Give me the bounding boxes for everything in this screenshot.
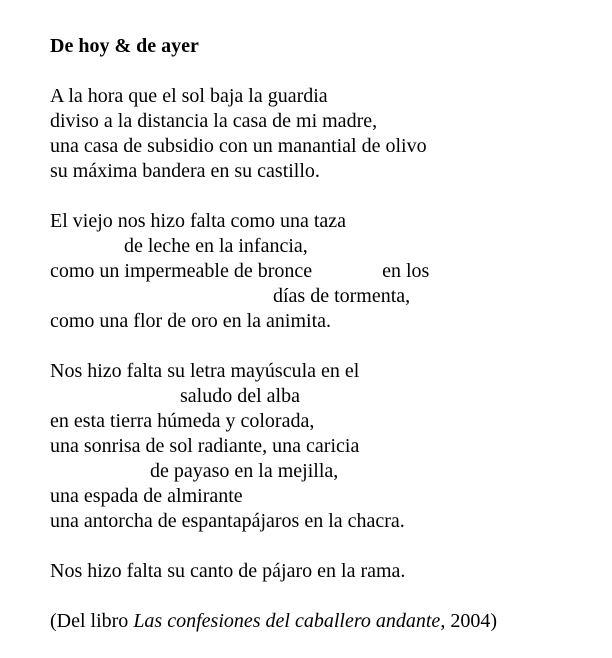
poem-line: una casa de subsidio con un manantial de olivo	[50, 135, 427, 157]
poem-line-with-gap	[50, 259, 582, 284]
poem-line: su máxima bandera en su castillo.	[50, 160, 320, 182]
poem-line-indented: saludo del alba	[180, 385, 300, 407]
stanza-2	[50, 209, 582, 334]
poem-line-indented: días de tormenta,	[273, 285, 411, 307]
stanza-4	[50, 559, 582, 584]
poem-line-segment: como un impermeable de bronce	[50, 260, 313, 282]
poem-line-segment: en los	[382, 260, 430, 282]
source-prefix: (Del libro	[50, 610, 134, 632]
stanza-break	[50, 334, 582, 359]
poem-line: A la hora que el sol baja la guardia	[50, 85, 328, 107]
poem-line-indented: de leche en la infancia,	[124, 235, 308, 257]
poem-line: El viejo nos hizo falta como una taza	[50, 210, 347, 232]
poem-line: una antorcha de espantapájaros en la chacra.	[50, 510, 405, 532]
stanza-break	[50, 584, 582, 609]
poem-title: De hoy & de ayer	[50, 35, 199, 57]
poem-line: diviso a la distancia la casa de mi madre,	[50, 110, 378, 132]
source-line	[50, 609, 582, 634]
poem-line: en esta tierra húmeda y colorada,	[50, 410, 315, 432]
stanza-break	[50, 534, 582, 559]
stanza-break	[50, 184, 582, 209]
poem-line: Nos hizo falta su canto de pájaro en la rama.	[50, 560, 406, 582]
stanza-break	[50, 59, 582, 84]
stanza-1	[50, 84, 582, 184]
poem-line-indented: de payaso en la mejilla,	[150, 460, 339, 482]
poem-line: Nos hizo falta su letra mayúscula en el	[50, 360, 360, 382]
poem-line: una espada de almirante	[50, 485, 243, 507]
poem-line: como una flor de oro en la animita.	[50, 310, 332, 332]
stanza-3	[50, 359, 582, 534]
source-suffix: , 2004)	[440, 610, 497, 632]
book-title: Las confesiones del caballero andante	[133, 610, 441, 632]
poem-line: una sonrisa de sol radiante, una caricia	[50, 435, 360, 457]
